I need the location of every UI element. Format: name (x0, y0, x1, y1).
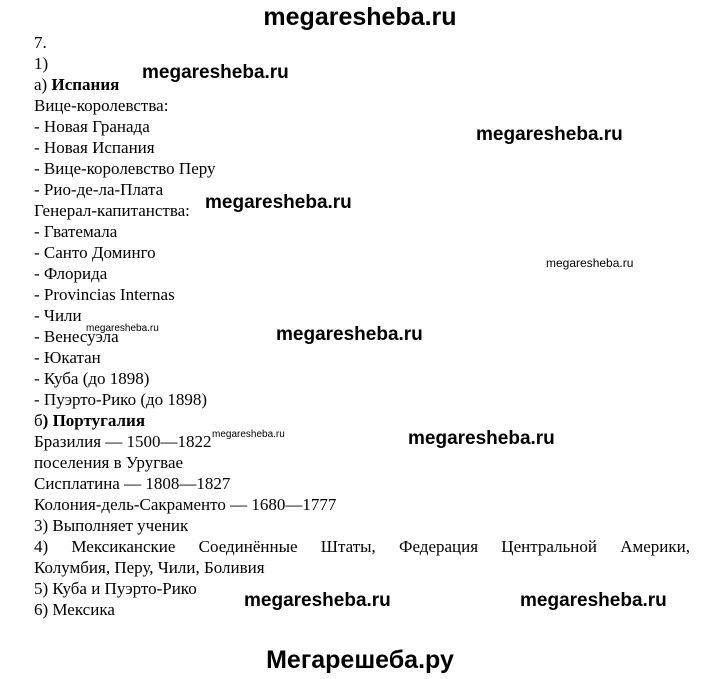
portugal-item: поселения в Уругвае (34, 453, 184, 472)
viceroyalty-item: - Вице-королевство Перу (34, 159, 216, 178)
captaincy-item: - Чили (34, 306, 82, 325)
captaincy-item: - Пуэрто-Рико (до 1898) (34, 390, 208, 409)
part1-a-prefix: а) (34, 75, 48, 94)
part1-a-country: Испания (51, 75, 120, 94)
viceroyalties-heading: Вице-королевства: (34, 96, 169, 115)
captaincy-item: - Куба (до 1898) (34, 369, 150, 388)
part4-answer-line1: 4) Мексиканские Соединённые Штаты, Федерация Центральной Америки, (34, 537, 690, 556)
part1-a-heading (34, 74, 690, 95)
portugal-item: Бразилия — 1500—1822 (34, 432, 212, 451)
watermark: megaresheba.ru (86, 323, 159, 334)
watermark: megaresheba.ru (520, 590, 667, 611)
site-footer: Мегарешеба.ру (266, 646, 454, 674)
captaincies-heading: Генерал-капитанства: (34, 201, 190, 220)
part1-b-heading (34, 410, 690, 431)
captaincy-item: - Венесуэла (34, 327, 119, 346)
part1-b-prefix: б (34, 411, 43, 430)
viceroyalty-item: - Новая Гранада (34, 117, 150, 136)
captaincy-item: - Юкатан (34, 348, 101, 367)
watermark: megaresheba.ru (546, 256, 634, 270)
watermark: megaresheba.ru (276, 324, 423, 345)
watermark: megaresheba.ru (408, 428, 555, 449)
part6-answer: 6) Мексика (34, 600, 115, 619)
watermark: megaresheba.ru (244, 590, 391, 611)
part1-label: 1) (34, 54, 49, 73)
watermark: megaresheba.ru (142, 62, 289, 83)
part4-answer-line2: Колумбия, Перу, Чили, Боливия (34, 558, 265, 577)
watermark: megaresheba.ru (212, 429, 285, 440)
viceroyalty-item: - Новая Испания (34, 138, 155, 157)
portugal-item: Сисплатина — 1808—1827 (34, 474, 231, 493)
watermark: megaresheba.ru (476, 124, 623, 145)
portugal-item: Колония-дель-Сакраменто — 1680—1777 (34, 495, 337, 514)
captaincy-item: - Provincias Internas (34, 285, 175, 304)
watermark: megaresheba.ru (205, 192, 352, 213)
viceroyalty-item: - Рио-де-ла-Плата (34, 180, 164, 199)
captaincy-item: - Гватемала (34, 222, 118, 241)
captaincy-item: - Санто Доминго (34, 243, 156, 262)
part3-answer: 3) Выполняет ученик (34, 516, 189, 535)
site-header: megaresheba.ru (263, 3, 457, 31)
part5-answer: 5) Куба и Пуэрто-Рико (34, 579, 197, 598)
task-number: 7. (34, 33, 47, 52)
part1-b-country: ) Португалия (42, 411, 146, 430)
captaincy-item: - Флорида (34, 264, 108, 283)
